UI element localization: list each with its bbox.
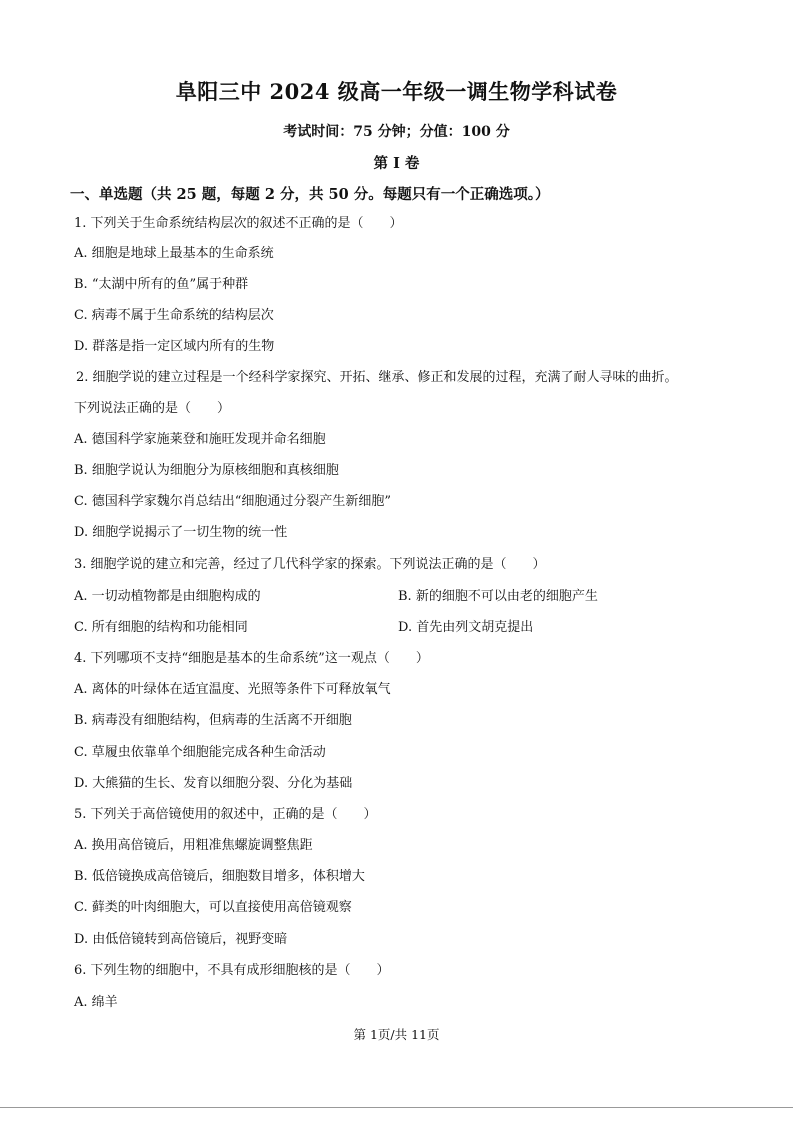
question-1-option-d: D. 群落是指一定区域内所有的生物 <box>74 339 275 354</box>
question-2-option-c: C. 德国科学家魏尔肖总结出“细胞通过分裂产生新细胞” <box>74 494 392 509</box>
question-3-option-d: D. 首先由列文胡克提出 <box>398 620 534 635</box>
question-4-option-c: C. 草履虫依靠单个细胞能完成各种生命活动 <box>74 745 326 760</box>
question-1-option-a: A. 细胞是地球上最基本的生命系统 <box>74 246 274 261</box>
volume-label: 第 I 卷 <box>373 155 420 172</box>
question-6-option-a: A. 绵羊 <box>74 995 118 1010</box>
question-1-option-b: B. “太湖中所有的鱼”属于种群 <box>74 277 249 292</box>
question-5-option-c: C. 藓类的叶肉细胞大，可以直接使用高倍镜观察 <box>74 900 352 915</box>
question-4-stem: 4. 下列哪项不支持“细胞是基本的生命系统”这一观点（ ） <box>74 651 429 666</box>
question-6-stem: 6. 下列生物的细胞中，不具有成形细胞核的是（ ） <box>74 963 390 978</box>
question-1-stem: 1. 下列关于生命系统结构层次的叙述不正确的是（ ） <box>74 216 403 231</box>
section-heading: 一、单选题（共 25 题，每题 2 分，共 50 分。每题只有一个正确选项。） <box>70 186 550 203</box>
exam-title: 阜阳三中 2024 级高一年级一调生物学科试卷 <box>175 79 618 104</box>
question-1-option-c: C. 病毒不属于生命系统的结构层次 <box>74 308 274 323</box>
question-3-option-a: A. 一切动植物都是由细胞构成的 <box>74 589 261 604</box>
question-2-option-b: B. 细胞学说认为细胞分为原核细胞和真核细胞 <box>74 463 339 478</box>
question-4-option-b: B. 病毒没有细胞结构，但病毒的生活离不开细胞 <box>74 713 352 728</box>
question-4-option-a: A. 离体的叶绿体在适宜温度、光照等条件下可释放氧气 <box>74 682 391 697</box>
question-3-option-c: C. 所有细胞的结构和功能相同 <box>74 620 248 635</box>
question-3-stem: 3. 细胞学说的建立和完善，经过了几代科学家的探索。下列说法正确的是（ ） <box>74 557 546 572</box>
exam-subtitle: 考试时间：75 分钟；分值：100 分 <box>283 124 510 140</box>
question-4-option-d: D. 大熊猫的生长、发育以细胞分裂、分化为基础 <box>74 776 353 791</box>
question-2-option-d: D. 细胞学说揭示了一切生物的统一性 <box>74 525 288 540</box>
question-5-stem: 5. 下列关于高倍镜使用的叙述中，正确的是（ ） <box>74 807 377 822</box>
question-2-stem: 2. 细胞学说的建立过程是一个经科学家探究、开拓、继承、修正和发展的过程，充满了耐人寻味的曲折。 <box>76 370 678 385</box>
question-2-stem-continued: 下列说法正确的是（ ） <box>74 401 231 416</box>
question-2-option-a: A. 德国科学家施莱登和施旺发现并命名细胞 <box>74 432 326 447</box>
question-5-option-b: B. 低倍镜换成高倍镜后，细胞数目增多，体积增大 <box>74 869 365 884</box>
question-5-option-d: D. 由低倍镜转到高倍镜后，视野变暗 <box>74 932 288 947</box>
page-number: 第 1页/共 11页 <box>353 1027 440 1042</box>
bottom-divider <box>0 1107 793 1108</box>
question-5-option-a: A. 换用高倍镜后，用粗准焦螺旋调整焦距 <box>74 838 313 853</box>
question-3-option-b: B. 新的细胞不可以由老的细胞产生 <box>398 589 598 604</box>
